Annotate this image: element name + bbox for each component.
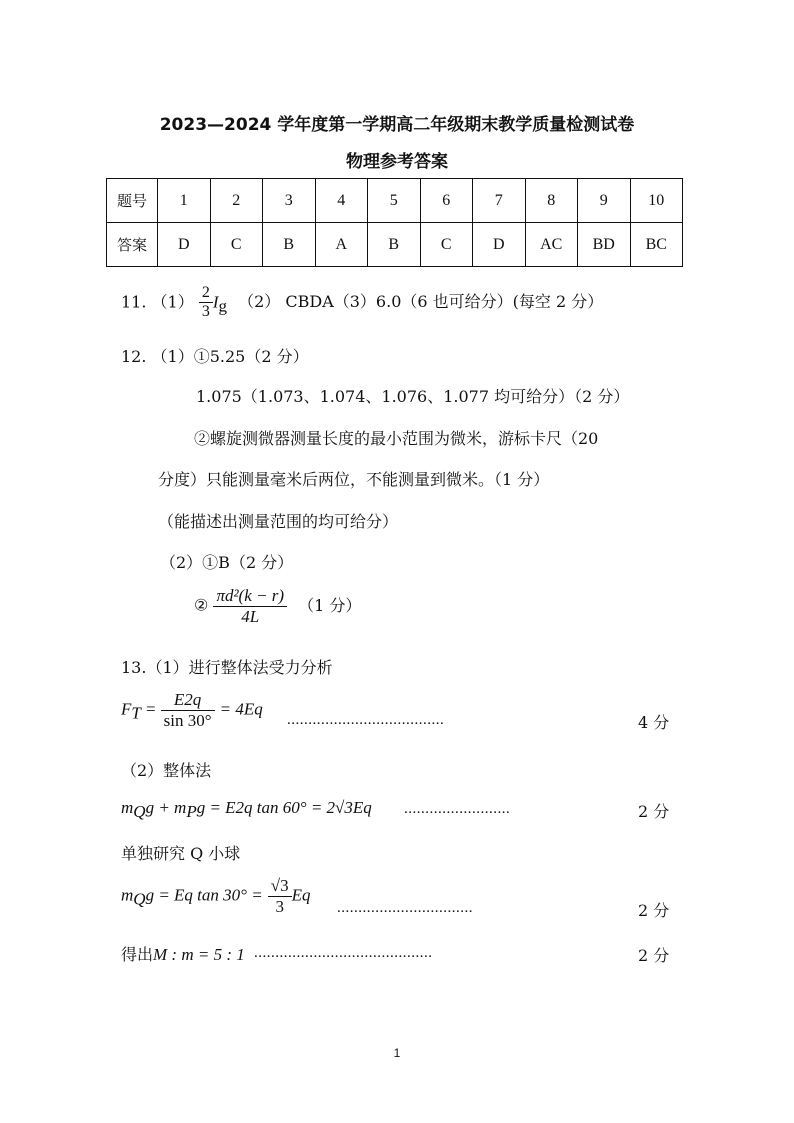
table-cell: 10 <box>630 179 683 223</box>
q11-number: 11. <box>121 292 147 312</box>
leader-dots: ..................................... <box>287 712 445 728</box>
q13-line1: 13.（1）进行整体法受力分析 <box>121 658 333 677</box>
eq-symbol: m <box>121 798 134 817</box>
leader-dots: ................................ <box>337 900 473 916</box>
eq3-fraction <box>268 876 292 916</box>
table-cell: D <box>473 223 526 267</box>
q13-eq3 <box>121 876 311 916</box>
table-cell: 5 <box>368 179 421 223</box>
page-subtitle: 物理参考答案 <box>346 152 448 172</box>
q13-eq4 <box>121 942 245 965</box>
fraction-numerator: √3 <box>268 876 292 897</box>
q12-formula <box>213 586 287 626</box>
table-row <box>107 179 683 223</box>
row-label: 题号 <box>107 179 158 223</box>
table-cell: C <box>420 223 473 267</box>
eq-subscript: Q <box>133 889 146 909</box>
fraction-denominator: 3 <box>201 303 210 321</box>
q12-line6: （2）①B（2 分） <box>160 553 294 572</box>
fraction-numerator: 2 <box>199 284 213 303</box>
eq-symbol: m <box>121 885 134 905</box>
table-cell: 8 <box>525 179 578 223</box>
table-cell: 7 <box>473 179 526 223</box>
eq3-score: 2 分 <box>638 901 670 920</box>
eq1-fraction <box>161 690 215 730</box>
q12-line4: 分度）只能测量毫米后两位，不能测量到微米。（1 分） <box>158 470 550 489</box>
fraction-numerator: E2q <box>161 690 215 711</box>
eq-subscript: P <box>186 802 197 822</box>
q12-formula-line <box>194 586 361 626</box>
fraction-denominator: 4L <box>241 606 260 626</box>
table-cell: B <box>263 223 316 267</box>
q13-eq1: $F_T$ = $\frac{E2q}{\sin 30^\circ}$ = 4Eq <box>121 690 263 730</box>
q12-line3: ②螺旋测微器测量长度的最小范围为微米，游标卡尺（20 <box>194 429 599 448</box>
page-title: 2023—2024 学年度第一学期高二年级期末教学质量检测试卷 <box>159 115 635 135</box>
q13-line2: （2）整体法 <box>121 761 212 780</box>
eq4-prefix: 得出 <box>121 945 154 964</box>
eq1-score: 4 分 <box>638 713 670 732</box>
circle-2: ② <box>194 595 209 615</box>
table-cell: AC <box>525 223 578 267</box>
eq2-score: 2 分 <box>638 802 670 821</box>
answer-table <box>106 178 683 267</box>
q11-part1: （1） <box>151 292 194 312</box>
eq1-rhs: = 4Eq <box>219 699 263 719</box>
q12-line5: （能描述出测量范围的均可给分） <box>158 512 399 531</box>
eq4-score: 2 分 <box>638 946 670 965</box>
fraction-denominator: 3 <box>275 896 284 916</box>
table-cell: B <box>368 223 421 267</box>
row-label: 答案 <box>107 223 158 267</box>
eq4-ratio: M : m = 5 : 1 <box>153 945 245 964</box>
q11-fraction <box>199 284 213 322</box>
q12-score: （1 分） <box>298 595 362 615</box>
eq-symbol: F <box>121 699 132 719</box>
eq-subscript: T <box>131 703 141 723</box>
leader-dots: .......................................... <box>254 945 433 961</box>
eq-part: g = E2q tan 60° = 2√3Eq <box>196 798 372 817</box>
table-cell: 3 <box>263 179 316 223</box>
q11-part2: （2） CBDA（3）6.0（6 也可给分）(每空 2 分） <box>238 292 604 312</box>
q12-line1: 12. （1）①5.25（2 分） <box>121 347 309 366</box>
table-cell: 4 <box>315 179 368 223</box>
q11-variable: I <box>212 292 219 312</box>
eq-part: g = Eq tan 30° = <box>145 885 263 905</box>
table-cell: A <box>315 223 368 267</box>
q13-line3: 单独研究 Q 小球 <box>121 844 241 863</box>
q11-subscript: g <box>218 296 227 316</box>
q13-eq2 <box>121 798 372 822</box>
table-cell: D <box>158 223 211 267</box>
table-cell: BD <box>578 223 631 267</box>
table-cell: 9 <box>578 179 631 223</box>
table-cell: 2 <box>210 179 263 223</box>
page-number: 1 <box>393 1046 401 1060</box>
leader-dots: ......................... <box>404 801 511 817</box>
eq-subscript: Q <box>133 802 146 822</box>
table-cell: 1 <box>158 179 211 223</box>
eq-part: g + m <box>145 798 187 817</box>
q11-line <box>121 284 603 322</box>
fraction-numerator: πd²(k − r) <box>213 586 287 607</box>
eq-part: Eq <box>291 885 311 905</box>
q12-line2: 1.075（1.073、1.074、1.076、1.077 均可给分）（2 分） <box>196 387 630 406</box>
fraction-denominator: sin 30° <box>163 710 212 730</box>
table-cell: BC <box>630 223 683 267</box>
table-cell: 6 <box>420 179 473 223</box>
table-cell: C <box>210 223 263 267</box>
table-row <box>107 223 683 267</box>
